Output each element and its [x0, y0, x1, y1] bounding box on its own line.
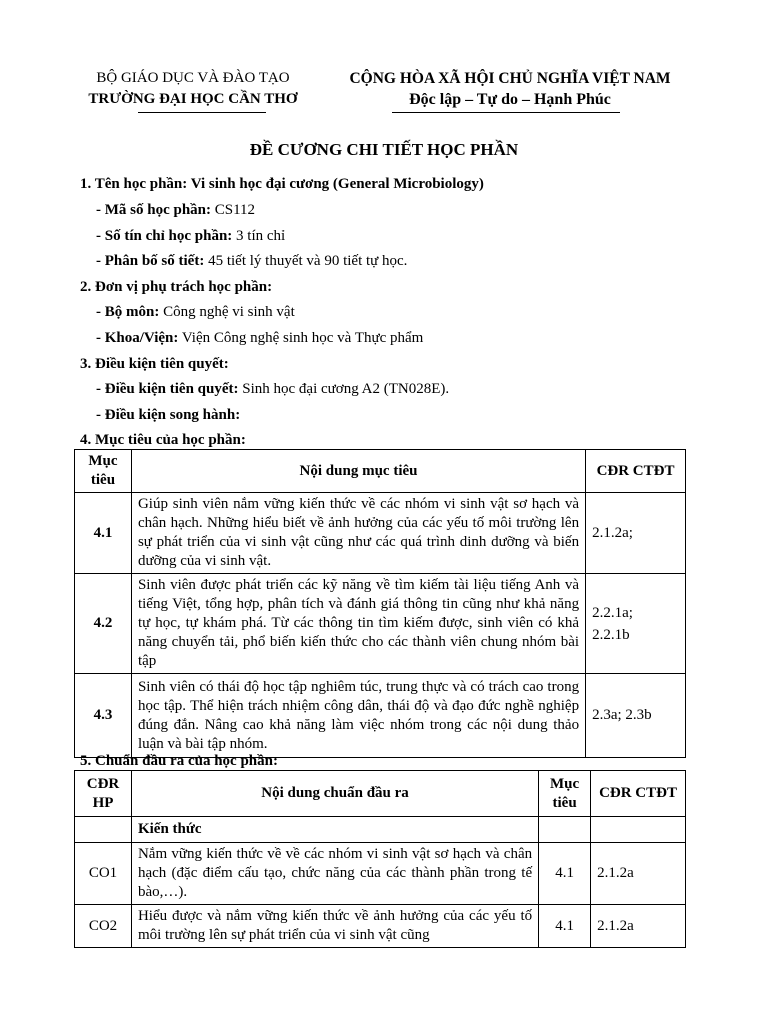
republic-name: CỘNG HÒA XÃ HỘI CHỦ NGHĨA VIỆT NAM — [349, 70, 671, 87]
objectives-table — [74, 449, 686, 758]
section5-heading: 5. Chuẩn đầu ra của học phần: — [80, 753, 278, 769]
table-row — [75, 905, 686, 948]
course-hours: - Phân bố số tiết: 45 tiết lý thuyết và 90 tiết tự học. — [96, 253, 408, 269]
header-right-underline — [392, 112, 620, 113]
outcomes-col-content: Nội dung chuẩn đầu ra — [131, 771, 538, 817]
objective-content: Sinh viên được phát triển các kỹ năng về tìm kiếm tài liệu tiếng Anh và tiếng Việt, tổng hợp, phân tích và đánh giá thông tin cũng như khả năng tự học, tự khám phá. Từ các thông tin tìm kiếm được, sinh viên có khả năng chuyển tải, phổ biến kiến thức cho các thành viên chung nhóm bài tập — [131, 574, 585, 674]
objective-id: 4.1 — [75, 493, 132, 574]
objectives-header-row — [75, 450, 686, 493]
objective-cdr: 2.2.1a; 2.2.1b — [586, 574, 686, 674]
section3-heading: 3. Điều kiện tiên quyết: — [80, 356, 229, 372]
objective-cdr: 2.1.2a; — [586, 493, 686, 574]
objective-id: 4.3 — [75, 674, 132, 758]
outcomes-col-cdr: CĐR CTĐT — [591, 771, 686, 817]
objective-id: 4.2 — [75, 574, 132, 674]
table-row — [75, 574, 686, 674]
department: - Bộ môn: Công nghệ vi sinh vật — [96, 304, 295, 320]
outcomes-header-row — [75, 771, 686, 817]
group-label: Kiến thức — [131, 817, 538, 843]
table-row — [75, 493, 686, 574]
table-row — [75, 674, 686, 758]
outcome-cdr: 2.1.2a — [591, 843, 686, 905]
header-right — [328, 68, 692, 110]
objectives-col-cdr: CĐR CTĐT — [586, 450, 686, 493]
objective-content: Sinh viên có thái độ học tập nghiêm túc, trung thực và có trách cao trong học tập. Thể hiện trách nhiệm công dân, thái độ và đạo đức nghề nghiệp đúng đắn. Nâng cao khả năng làm việc nhóm trong các nội dung thảo luận và bài tập nhóm. — [131, 674, 585, 758]
outcome-goal: 4.1 — [539, 905, 591, 948]
course-code: - Mã số học phần: CS112 — [96, 202, 256, 218]
section1-heading: 1. Tên học phần: Vi sinh học đại cương (General Microbiology) — [80, 176, 484, 192]
outcomes-table — [74, 770, 686, 948]
outcomes-col-id: CĐR HP — [75, 771, 132, 817]
outcome-id: CO2 — [75, 905, 132, 948]
university-name: TRƯỜNG ĐẠI HỌC CẦN THƠ — [88, 91, 298, 107]
outcome-content: Nắm vững kiến thức về về các nhóm vi sinh vật sơ hạch và chân hạch (đặc điểm cấu tạo, chức năng của các thành phần trong tế bào,…). — [131, 843, 538, 905]
outcome-content: Hiểu được và nắm vững kiến thức về ảnh hưởng của các yếu tố môi trường lên sự phát triển của vi sinh vật cũng — [131, 905, 538, 948]
outcomes-group-row — [75, 817, 686, 843]
national-motto: Độc lập – Tự do – Hạnh Phúc — [409, 91, 611, 108]
section4-heading: 4. Mục tiêu của học phần: — [80, 432, 246, 448]
outcome-id: CO1 — [75, 843, 132, 905]
corequisite: - Điều kiện song hành: — [96, 407, 241, 423]
section2-heading: 2. Đơn vị phụ trách học phần: — [80, 279, 273, 295]
faculty: - Khoa/Viện: Viện Công nghệ sinh học và Thực phẩm — [96, 330, 424, 346]
document-title: ĐỀ CƯƠNG CHI TIẾT HỌC PHẦN — [249, 140, 519, 159]
header-left — [68, 68, 318, 110]
outcome-goal: 4.1 — [539, 843, 591, 905]
outcomes-col-goal: Mục tiêu — [539, 771, 591, 817]
objective-cdr: 2.3a; 2.3b — [586, 674, 686, 758]
header-left-underline — [138, 112, 266, 113]
course-credits: - Số tín chỉ học phần: 3 tín chỉ — [96, 228, 286, 244]
outcome-cdr: 2.1.2a — [591, 905, 686, 948]
prerequisite: - Điều kiện tiên quyết: Sinh học đại cương A2 (TN028E). — [96, 381, 450, 397]
objectives-col-id: Mục tiêu — [75, 450, 132, 493]
table-row — [75, 843, 686, 905]
ministry-name: BỘ GIÁO DỤC VÀ ĐÀO TẠO — [96, 70, 290, 86]
objective-content: Giúp sinh viên nắm vững kiến thức về các nhóm vi sinh vật sơ hạch và chân hạch. Những hiểu biết về ảnh hưởng của các yếu tố môi trường lên sự phát triển của vi sinh vật cũng như các quá trình dinh dưỡng và biến dưỡng của vi sinh vật. — [131, 493, 585, 574]
objectives-col-content: Nội dung mục tiêu — [131, 450, 585, 493]
